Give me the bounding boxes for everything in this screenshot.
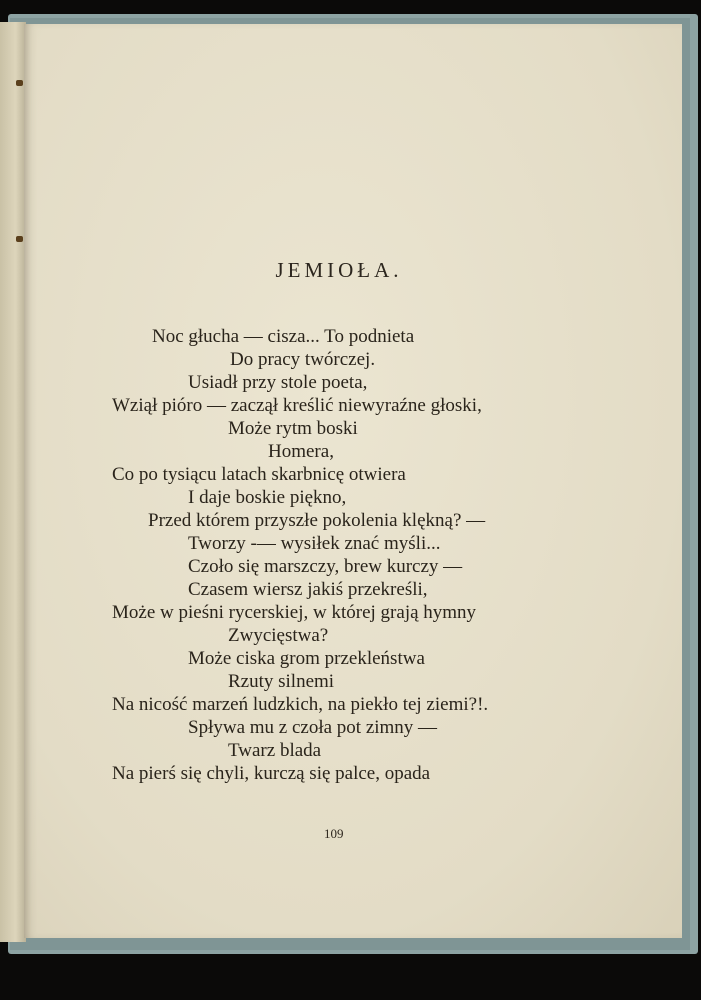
poem-line: Noc głucha — cisza... To podnieta xyxy=(152,326,415,347)
poem-line: Spływa mu z czoła pot zimny — xyxy=(188,717,438,738)
binding-stitch xyxy=(16,80,23,86)
poem-line: Może ciska grom przekleństwa xyxy=(188,648,425,669)
poem-line: Czoło się marszczy, brew kurczy — xyxy=(188,556,463,577)
poem-line: Usiadł przy stole poeta, xyxy=(188,372,368,393)
poem-line: Może w pieśni rycerskiej, w której grają hymny xyxy=(112,602,477,623)
book-page xyxy=(24,24,682,938)
poem-line: Przed którem przyszłe pokolenia klękną? — xyxy=(148,510,486,531)
poem-line: Na pierś się chyli, kurczą się palce, opada xyxy=(112,763,431,784)
poem-line: Rzuty silnemi xyxy=(228,671,335,692)
binding-stitch xyxy=(16,236,23,242)
poem-line: Do pracy twórczej. xyxy=(230,349,376,370)
left-page-edge xyxy=(0,22,26,942)
poem-line: I daje boskie piękno, xyxy=(188,487,347,508)
poem-line: Wziął pióro — zaczął kreślić niewyraźne głoski, xyxy=(112,395,482,416)
poem-line: Tworzy -— wysiłek znać myśli... xyxy=(188,533,441,554)
poem-line: Może rytm boski xyxy=(228,418,358,439)
poem-line: Twarz blada xyxy=(228,740,322,761)
page-number: 109 xyxy=(324,826,344,841)
poem-title: JEMIOŁA. xyxy=(275,258,403,282)
poem-line: Czasem wiersz jakiś przekreśli, xyxy=(188,579,428,600)
poem-line: Homera, xyxy=(268,441,334,462)
poem-line: Zwycięstwa? xyxy=(228,625,329,646)
poem-line: Co po tysiącu latach skarbnicę otwiera xyxy=(112,464,406,485)
poem-line: Na nicość marzeń ludzkich, na piekło tej ziemi?!. xyxy=(112,694,489,715)
